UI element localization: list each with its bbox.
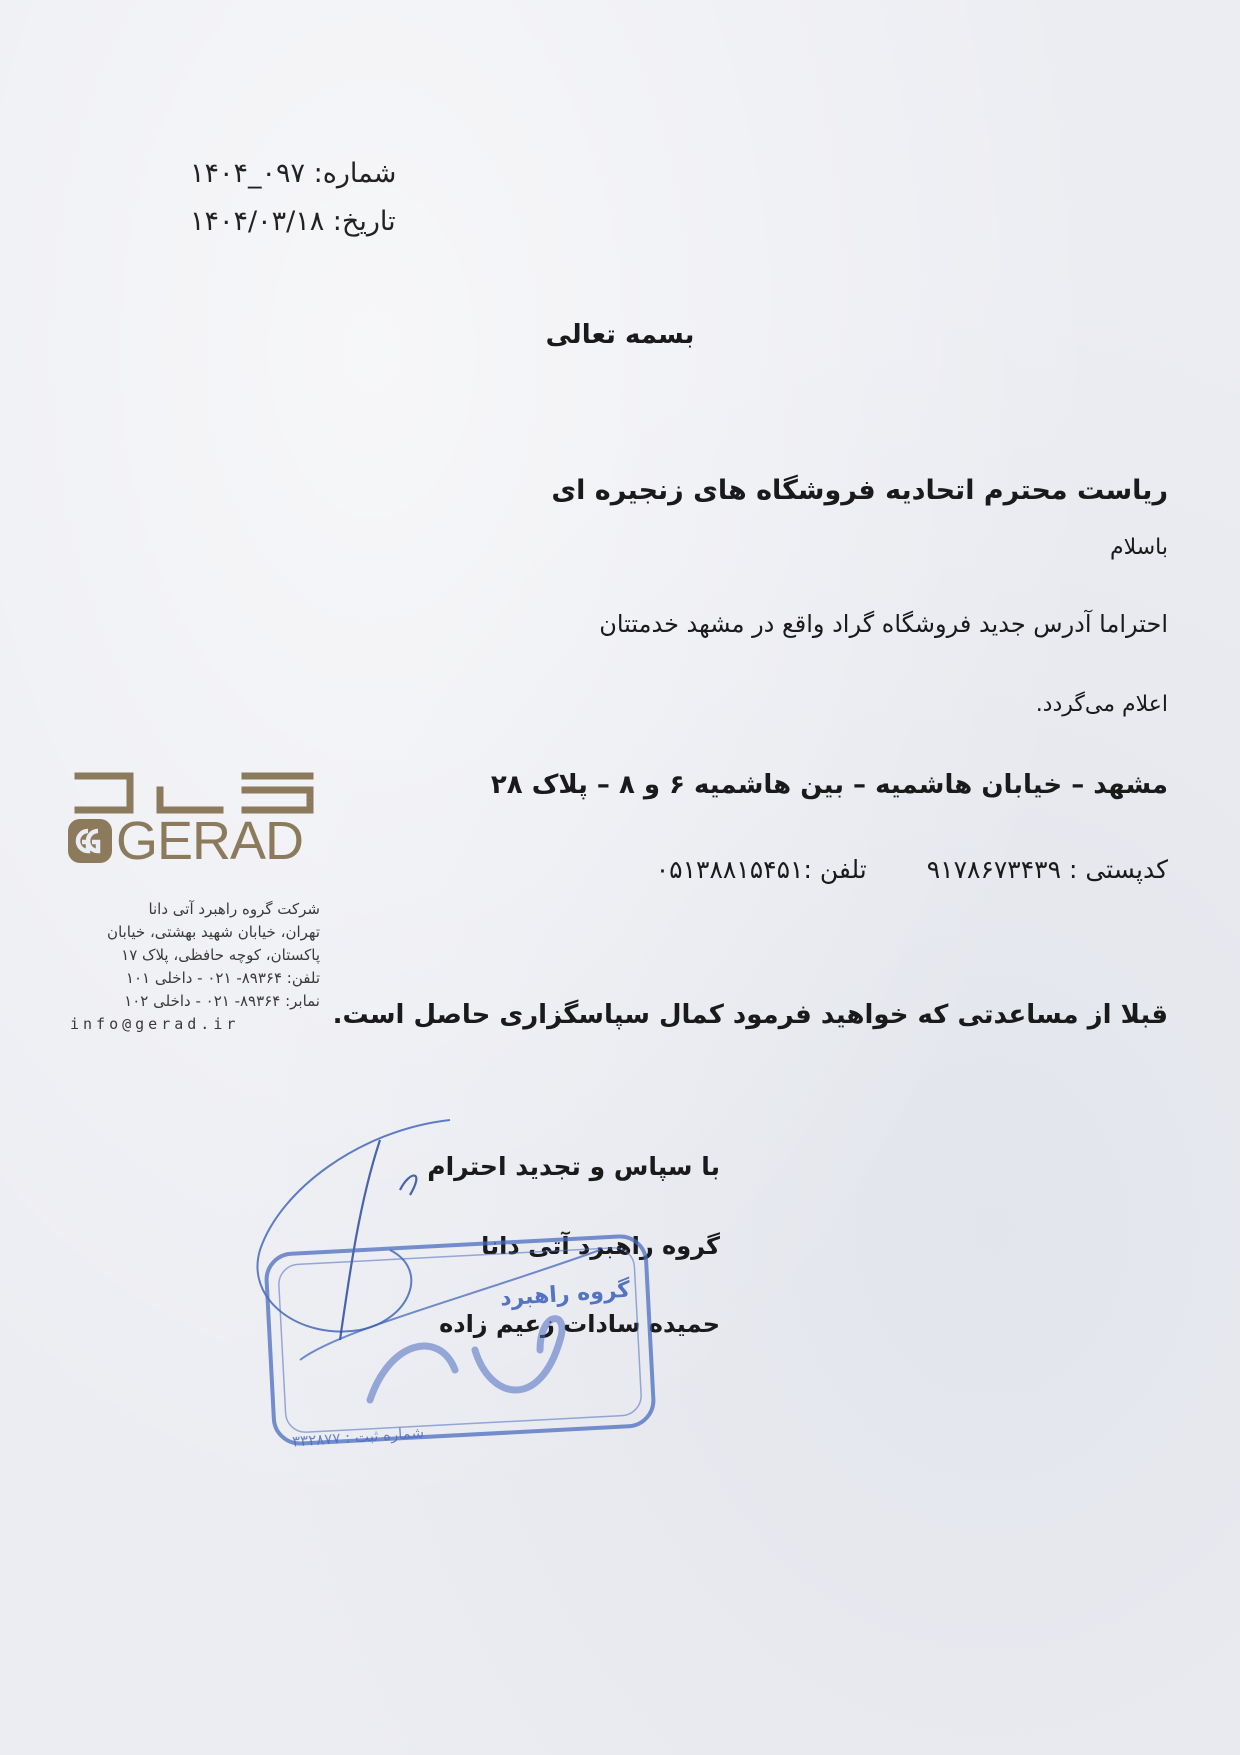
gerad-english-logo [66, 811, 304, 871]
company-phone: تلفن: ۸۹۳۶۴- ۰۲۱ - داخلی ۱۰۱ [125, 969, 320, 987]
store-address: مشهد – خیابان هاشمیه – بین هاشمیه ۶ و ۸ – پلاک ۲۸ [490, 770, 1168, 800]
gerad-mark-icon [66, 817, 114, 865]
company-address-2: پاکستان، کوچه حافظی، پلاک ۱۷ [121, 946, 320, 964]
regards-line: با سپاس و تجدید احترام [427, 1152, 720, 1181]
recipient-line: ریاست محترم اتحادیه فروشگاه های زنجیره ای [551, 475, 1168, 506]
company-fax: نمابر: ۸۹۳۶۴- ۰۲۱ - داخلی ۱۰۲ [124, 992, 320, 1010]
basmala-heading: بسمه تعالی [545, 320, 695, 350]
phone-number: تلفن :۰۵۱۳۸۸۱۵۴۵۱ [655, 855, 867, 884]
salutation: باسلام [1109, 535, 1168, 560]
company-info [70, 898, 320, 1036]
signoff-company: گروه راهبرد آتی دانا [481, 1232, 720, 1260]
signatory-name: حمیده سادات زعیم زاده [439, 1310, 720, 1338]
stamp-registration: شماره ثبت : ۳۳۲۸۷۷ [291, 1423, 425, 1451]
company-address-1: تهران، خیابان شهید بهشتی، خیابان [107, 923, 320, 941]
letter-meta [190, 150, 430, 246]
gerad-wordmark: GERAD [116, 811, 304, 871]
letter-date: تاریخ: ۱۴۰۴/۰۳/۱۸ [190, 206, 396, 237]
contact-line [408, 855, 1168, 884]
company-email: info@gerad.ir [70, 1015, 240, 1033]
postal-code: کدپستی : ۹۱۷۸۶۷۳۴۳۹ [926, 855, 1168, 884]
letter-number: شماره: ۰۹۷_۱۴۰۴ [190, 158, 397, 189]
company-name: شرکت گروه راهبرد آتی دانا [148, 900, 320, 918]
stamp-top-text: گروه راهبرد [499, 1277, 631, 1312]
body-line-1: احتراما آدرس جدید فروشگاه گراد واقع در مشهد خدمتتان [599, 610, 1168, 638]
gerad-logo [60, 768, 320, 878]
body-line-2: اعلام می‌گردد. [1035, 692, 1168, 717]
closing-line: قبلا از مساعدتی که خواهید فرمود کمال سپاسگزاری حاصل است. [332, 1000, 1168, 1030]
